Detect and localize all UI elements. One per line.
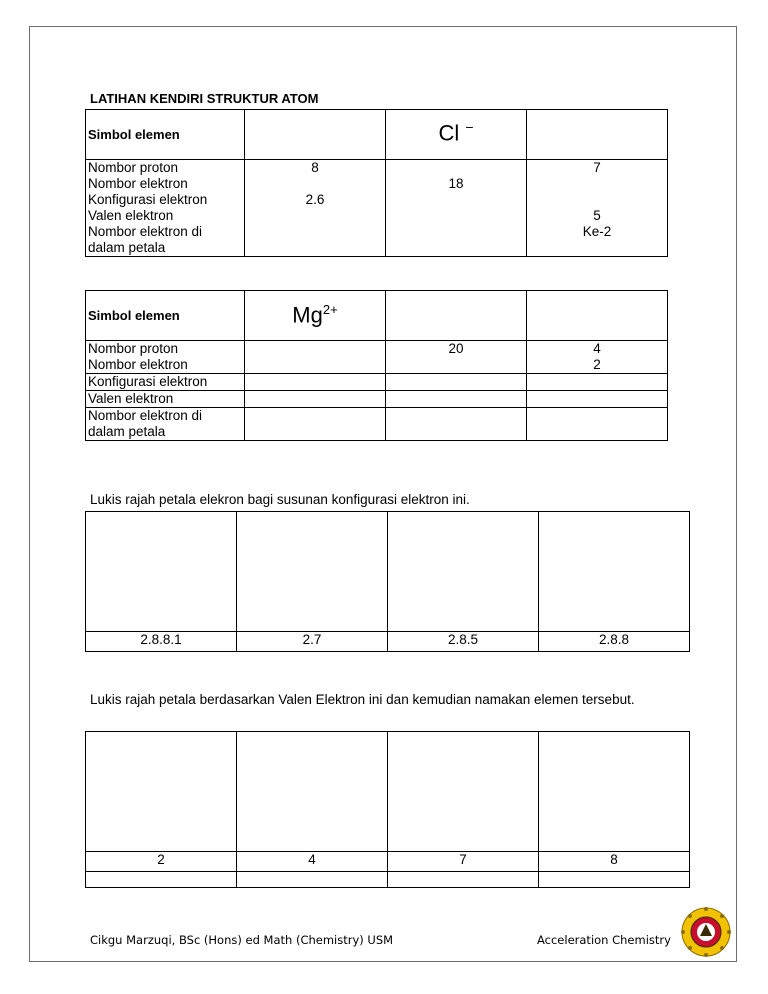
row-label: Nombor elektron di dalam petala [86,408,245,441]
element-name-cell[interactable] [86,872,237,888]
table-cell[interactable] [245,208,386,224]
element-name-cell[interactable] [237,872,388,888]
drawing-table-1 [85,511,690,652]
drawing-box[interactable] [388,512,539,632]
table-cell[interactable]: 7 [527,160,668,177]
drawing-box[interactable] [237,512,388,632]
table-cell[interactable] [245,357,386,374]
symbol-cell-empty[interactable] [527,291,668,341]
symbol-cell-empty[interactable] [386,291,527,341]
drawing-box[interactable] [237,732,388,852]
drawing-box[interactable] [539,732,690,852]
row-label: Valen elektron [86,391,245,408]
table-cell[interactable]: 2 [527,357,668,374]
table-cell[interactable]: 18 [386,176,527,192]
symbol-charge: 2+ [322,302,338,318]
table-cell[interactable]: 8 [245,160,386,177]
symbol-header-label: Simbol elemen [86,110,245,160]
symbol-cell-chloride [386,110,527,160]
table-cell[interactable]: Ke-2 [527,224,668,257]
table-cell[interactable] [527,408,668,441]
table-cell[interactable] [386,408,527,441]
table-cell[interactable]: 4 [527,341,668,358]
element-name-cell[interactable] [539,872,690,888]
valence-label: 8 [539,852,690,872]
table-cell[interactable] [527,192,668,208]
row-label: Valen elektron [86,208,245,224]
school-crest-icon [680,906,732,958]
drawing-box[interactable] [539,512,690,632]
table-cell[interactable] [386,357,527,374]
element-name-cell[interactable] [388,872,539,888]
drawing-box[interactable] [388,732,539,852]
table-cell[interactable] [245,341,386,358]
table-cell[interactable]: 2.6 [245,192,386,208]
symbol-charge: − [465,118,474,135]
symbol-base: Cl [438,120,460,146]
question-1-text: Lukis rajah petala elekron bagi susunan konfigurasi elektron ini. [90,492,470,507]
table-cell[interactable] [245,176,386,192]
table-cell[interactable] [386,391,527,408]
drawing-table-2 [85,731,690,888]
table-magnesium [85,290,668,441]
valence-label: 7 [388,852,539,872]
row-label: Konfigurasi elektron [86,192,245,208]
table-cell[interactable]: 20 [386,341,527,358]
question-2-text: Lukis rajah petala berdasarkan Valen Elektron ini dan kemudian namakan elemen tersebut. [90,692,635,707]
table-cell[interactable]: 5 [527,208,668,224]
drawing-box[interactable] [86,512,237,632]
symbol-base: Mg [292,302,323,328]
footer-course: Acceleration Chemistry [537,933,671,947]
table-cell[interactable] [527,176,668,192]
table-cell[interactable] [386,224,527,257]
configuration-label: 2.8.5 [388,632,539,652]
valence-label: 4 [237,852,388,872]
row-label: Nombor elektron [86,357,245,374]
table-cell[interactable] [386,192,527,208]
row-label: Nombor elektron [86,176,245,192]
table-cell[interactable] [386,374,527,391]
table-cell[interactable] [386,160,527,177]
configuration-label: 2.8.8 [539,632,690,652]
row-label: Konfigurasi elektron [86,374,245,391]
drawing-box[interactable] [86,732,237,852]
symbol-cell-empty[interactable] [527,110,668,160]
table-cell[interactable] [527,391,668,408]
symbol-header-label: Simbol elemen [86,291,245,341]
symbol-cell-empty[interactable] [245,110,386,160]
configuration-label: 2.8.8.1 [86,632,237,652]
table-chlorine [85,109,668,257]
row-label: Nombor proton [86,160,245,177]
table-cell[interactable] [245,391,386,408]
table-cell[interactable] [245,408,386,441]
table-cell[interactable] [245,374,386,391]
row-label: Nombor proton [86,341,245,358]
configuration-label: 2.7 [237,632,388,652]
row-label: Nombor elektron di dalam petala [86,224,245,257]
table-cell[interactable] [245,224,386,257]
table-cell[interactable] [386,208,527,224]
symbol-cell-magnesium [245,291,386,341]
table-cell[interactable] [527,374,668,391]
footer-author: Cikgu Marzuqi, BSc (Hons) ed Math (Chemistry) USM [90,933,394,947]
worksheet-title: LATIHAN KENDIRI STRUKTUR ATOM [90,91,319,106]
valence-label: 2 [86,852,237,872]
